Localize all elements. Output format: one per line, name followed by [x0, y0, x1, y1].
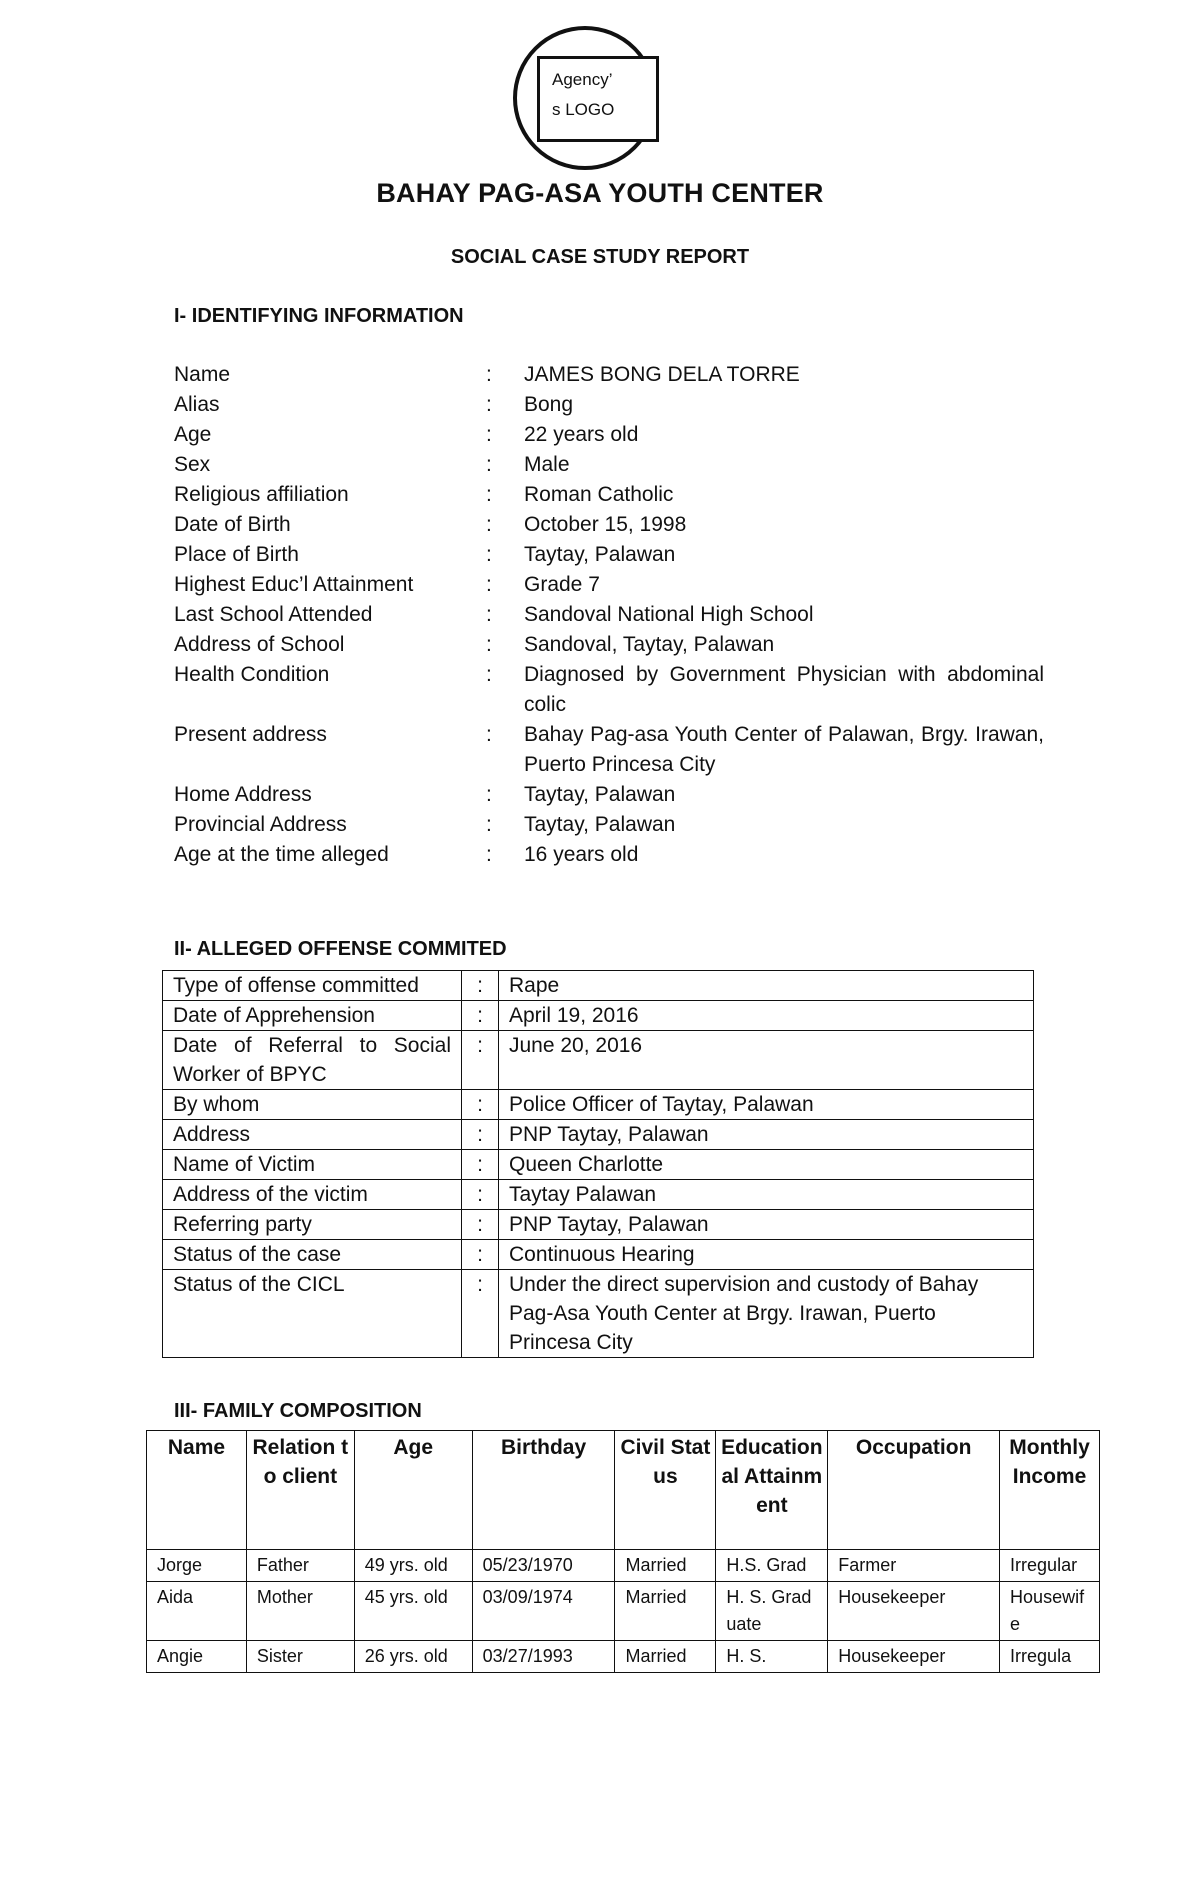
info-colon: :	[486, 813, 492, 836]
info-label: Highest Educ’l Attainment	[174, 573, 414, 596]
offense-row	[163, 1001, 1034, 1031]
offense-colon: :	[462, 971, 499, 1001]
family-column-header: Age	[354, 1431, 472, 1550]
offense-label: Date of Apprehension	[163, 1001, 462, 1031]
info-label: Health Condition	[174, 663, 330, 686]
info-value: Diagnosed by Government Physician with abdominal colic	[524, 663, 1044, 716]
family-cell: H. S. Graduate	[716, 1582, 828, 1641]
offense-row	[163, 1240, 1034, 1270]
info-row	[174, 810, 1044, 840]
info-row	[174, 720, 1044, 780]
offense-row	[163, 1180, 1034, 1210]
family-cell: Irregula	[1000, 1641, 1100, 1673]
family-column-header: Occupation	[828, 1431, 1000, 1550]
info-value: 22 years old	[524, 423, 639, 446]
report-title: SOCIAL CASE STUDY REPORT	[450, 246, 750, 268]
info-label: Religious affiliation	[174, 483, 349, 506]
info-row	[174, 600, 1044, 630]
info-label: Place of Birth	[174, 543, 299, 566]
family-column-header: Name	[147, 1431, 247, 1550]
offense-colon: :	[462, 1031, 499, 1090]
info-value: October 15, 1998	[524, 513, 687, 536]
info-value: JAMES BONG DELA TORRE	[524, 363, 800, 386]
info-value: Roman Catholic	[524, 483, 674, 506]
info-colon: :	[486, 843, 492, 866]
info-colon: :	[486, 723, 492, 746]
offense-row	[163, 971, 1034, 1001]
family-column-header: Birthday	[472, 1431, 615, 1550]
family-cell: Mother	[246, 1582, 354, 1641]
info-label: Alias	[174, 393, 220, 416]
info-value: Bahay Pag-asa Youth Center of Palawan, Brgy. Irawan, Puerto Princesa City	[524, 723, 1044, 776]
offense-colon: :	[462, 1001, 499, 1031]
info-value: Taytay, Palawan	[524, 813, 676, 836]
info-row	[174, 840, 1044, 870]
offense-label: Date of Referral to Social Worker of BPYC	[163, 1031, 462, 1090]
info-row	[174, 570, 1044, 600]
offense-row	[163, 1270, 1034, 1358]
info-colon: :	[486, 663, 492, 686]
info-row	[174, 450, 1044, 480]
offense-row	[163, 1120, 1034, 1150]
offense-value: PNP Taytay, Palawan	[499, 1210, 1034, 1240]
identifying-info-list	[174, 360, 1044, 870]
info-colon: :	[486, 513, 492, 536]
info-value: 16 years old	[524, 843, 639, 866]
info-row	[174, 480, 1044, 510]
family-column-header: Relation to client	[246, 1431, 354, 1550]
offense-label: Address of the victim	[163, 1180, 462, 1210]
family-cell: 26 yrs. old	[354, 1641, 472, 1673]
info-colon: :	[486, 783, 492, 806]
family-cell: 45 yrs. old	[354, 1582, 472, 1641]
offense-colon: :	[462, 1240, 499, 1270]
info-row	[174, 780, 1044, 810]
family-cell: Housekeeper	[828, 1582, 1000, 1641]
info-label: Age at the time alleged	[174, 843, 389, 866]
family-cell: Married	[615, 1582, 716, 1641]
family-cell: Irregular	[1000, 1550, 1100, 1582]
info-label: Home Address	[174, 783, 312, 806]
info-colon: :	[486, 423, 492, 446]
family-column-header: Educational Attainment	[716, 1431, 828, 1550]
info-row	[174, 630, 1044, 660]
info-row	[174, 390, 1044, 420]
offense-label: Name of Victim	[163, 1150, 462, 1180]
offense-table	[162, 970, 1034, 1358]
family-cell: 49 yrs. old	[354, 1550, 472, 1582]
family-cell: Jorge	[147, 1550, 247, 1582]
family-cell: 05/23/1970	[472, 1550, 615, 1582]
family-cell: Married	[615, 1550, 716, 1582]
agency-logo-placeholder	[537, 56, 659, 142]
family-column-header: Monthly Income	[1000, 1431, 1100, 1550]
section-heading-identifying: I- IDENTIFYING INFORMATION	[174, 305, 464, 327]
family-cell: Housekeeper	[828, 1641, 1000, 1673]
info-row	[174, 360, 1044, 390]
info-label: Provincial Address	[174, 813, 347, 836]
offense-value: Continuous Hearing	[499, 1240, 1034, 1270]
offense-colon: :	[462, 1180, 499, 1210]
info-value: Sandoval, Taytay, Palawan	[524, 633, 775, 656]
offense-label: Type of offense committed	[163, 971, 462, 1001]
offense-value: Rape	[499, 971, 1034, 1001]
info-label: Last School Attended	[174, 603, 373, 626]
family-row	[147, 1582, 1100, 1641]
info-colon: :	[486, 543, 492, 566]
offense-row	[163, 1090, 1034, 1120]
family-cell: 03/27/1993	[472, 1641, 615, 1673]
logo-text-line2: s LOGO	[552, 100, 615, 119]
info-colon: :	[486, 393, 492, 416]
offense-value: June 20, 2016	[499, 1031, 1034, 1090]
family-cell: Angie	[147, 1641, 247, 1673]
info-colon: :	[486, 633, 492, 656]
family-cell: H. S.	[716, 1641, 828, 1673]
offense-label: By whom	[163, 1090, 462, 1120]
offense-row	[163, 1210, 1034, 1240]
info-label: Present address	[174, 723, 327, 746]
agency-name: BAHAY PAG-ASA YOUTH CENTER	[376, 178, 824, 208]
offense-value: Queen Charlotte	[499, 1150, 1034, 1180]
family-cell: Aida	[147, 1582, 247, 1641]
offense-label: Status of the case	[163, 1240, 462, 1270]
offense-label: Referring party	[163, 1210, 462, 1240]
info-value: Grade 7	[524, 573, 600, 596]
info-colon: :	[486, 573, 492, 596]
info-label: Sex	[174, 453, 211, 476]
offense-colon: :	[462, 1150, 499, 1180]
family-cell: H.S. Grad	[716, 1550, 828, 1582]
info-colon: :	[486, 453, 492, 476]
offense-value: Under the direct supervision and custody of Bahay Pag-Asa Youth Center at Brgy. Irawan, Puerto Princesa City	[499, 1270, 1034, 1358]
info-label: Name	[174, 363, 231, 386]
offense-value: Taytay Palawan	[499, 1180, 1034, 1210]
offense-colon: :	[462, 1210, 499, 1240]
info-value: Taytay, Palawan	[524, 783, 676, 806]
family-cell: 03/09/1974	[472, 1582, 615, 1641]
section-heading-family: III- FAMILY COMPOSITION	[174, 1400, 422, 1422]
info-label: Address of School	[174, 633, 345, 656]
offense-value: Police Officer of Taytay, Palawan	[499, 1090, 1034, 1120]
info-label: Age	[174, 423, 212, 446]
family-cell: Father	[246, 1550, 354, 1582]
section-heading-offense: II- ALLEGED OFFENSE COMMITED	[174, 938, 507, 960]
family-composition-table	[146, 1430, 1100, 1673]
info-row	[174, 540, 1044, 570]
offense-colon: :	[462, 1120, 499, 1150]
offense-label: Status of the CICL	[163, 1270, 462, 1358]
offense-value: April 19, 2016	[499, 1001, 1034, 1031]
family-row	[147, 1641, 1100, 1673]
info-colon: :	[486, 483, 492, 506]
info-value: Sandoval National High School	[524, 603, 814, 626]
info-value: Taytay, Palawan	[524, 543, 676, 566]
family-cell: Farmer	[828, 1550, 1000, 1582]
info-value: Bong	[524, 393, 574, 416]
family-cell: Housewife	[1000, 1582, 1100, 1641]
family-cell: Sister	[246, 1641, 354, 1673]
info-colon: :	[486, 363, 492, 386]
info-label: Date of Birth	[174, 513, 291, 536]
family-column-header: Civil Status	[615, 1431, 716, 1550]
family-cell: Married	[615, 1641, 716, 1673]
offense-row	[163, 1031, 1034, 1090]
offense-label: Address	[163, 1120, 462, 1150]
logo-text-line1: Agency’	[552, 70, 613, 89]
info-value: Male	[524, 453, 570, 476]
info-row	[174, 660, 1044, 720]
info-row	[174, 420, 1044, 450]
offense-colon: :	[462, 1090, 499, 1120]
family-row	[147, 1550, 1100, 1582]
offense-colon: :	[462, 1270, 499, 1358]
offense-value: PNP Taytay, Palawan	[499, 1120, 1034, 1150]
info-row	[174, 510, 1044, 540]
offense-row	[163, 1150, 1034, 1180]
info-colon: :	[486, 603, 492, 626]
